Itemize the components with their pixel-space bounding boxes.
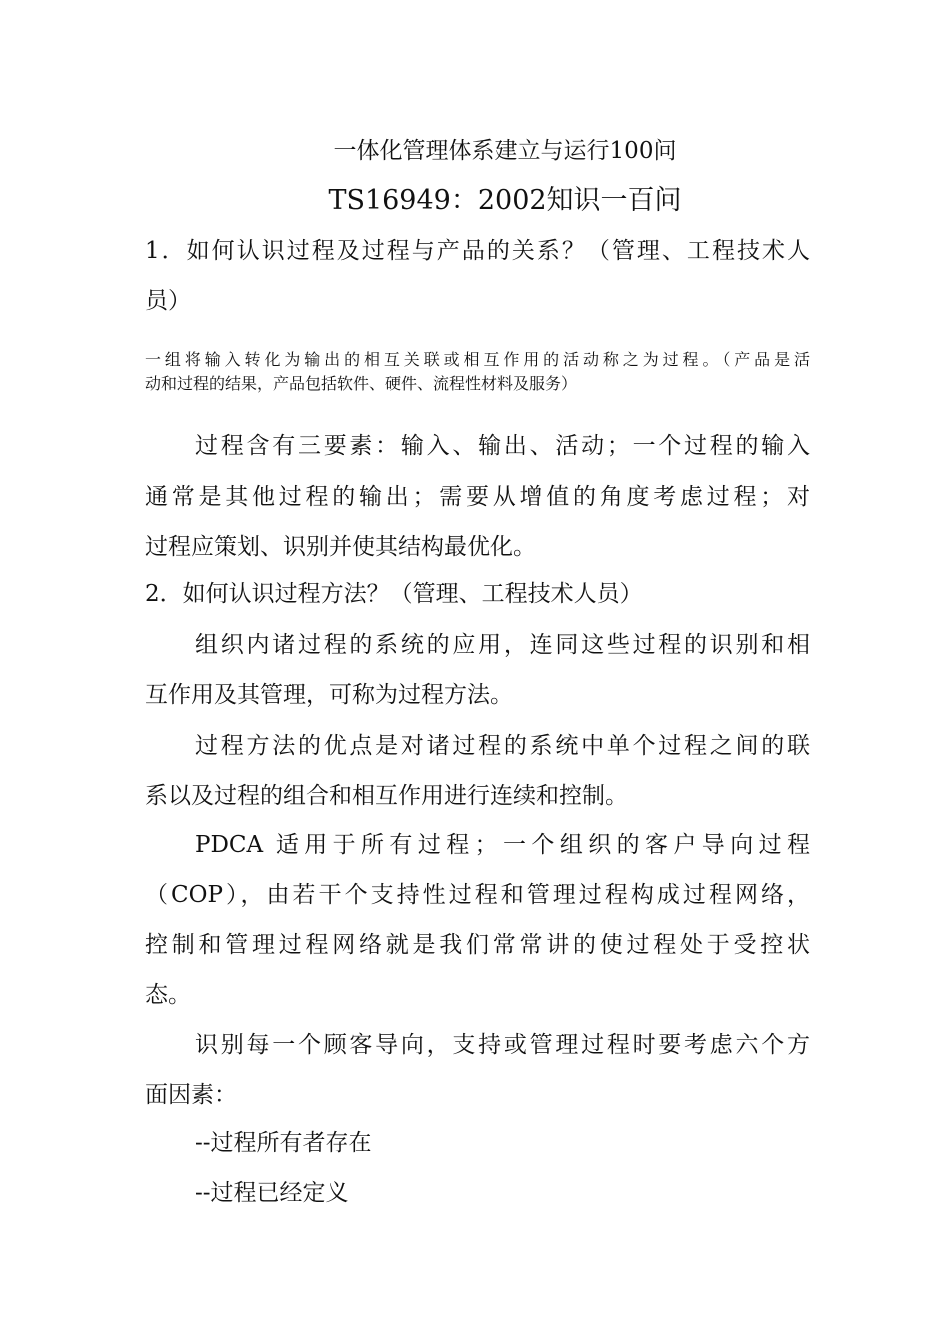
definition-line-2: 动和过程的结果，产品包括软件、硬件、流程性材料及服务）: [145, 374, 578, 393]
paragraph-line: 互作用及其管理，可称为过程方法。: [145, 682, 513, 708]
paragraph-line: 过程应策划、识别并使其结构最优化。: [145, 534, 536, 560]
paragraph-line: 控制和管理过程网络就是我们常常讲的使过程处于受控状: [145, 932, 810, 958]
paragraph-line: 过程含有三要素：输入、输出、活动；一个过程的输入: [195, 433, 810, 459]
question-1-line-2: 员）: [145, 288, 191, 314]
paragraph-line: 组织内诸过程的系统的应用，连同这些过程的识别和相: [195, 632, 810, 658]
document-subtitle: TS16949：2002知识一百问: [328, 185, 682, 216]
document-title: 一体化管理体系建立与运行100问: [333, 138, 677, 164]
paragraph-line: （COP），由若干个支持性过程和管理过程构成过程网络，: [145, 882, 810, 908]
question-1-line-1: 1．如何认识过程及过程与产品的关系？（管理、工程技术人: [145, 238, 810, 264]
paragraph-line: 过程方法的优点是对诸过程的系统中单个过程之间的联: [195, 733, 810, 759]
list-item: --过程所有者存在: [195, 1130, 372, 1156]
paragraph-line: 通常是其他过程的输出；需要从增值的角度考虑过程；对: [145, 484, 810, 510]
paragraph-line: 态。: [145, 982, 191, 1008]
paragraph-line: 系以及过程的组合和相互作用进行连续和控制。: [145, 783, 628, 809]
question-2-line: 2．如何认识过程方法？（管理、工程技术人员）: [145, 581, 643, 607]
paragraph-line: 识别每一个顾客导向，支持或管理过程时要考虑六个方: [195, 1032, 810, 1058]
paragraph-line: 面因素：: [145, 1082, 237, 1108]
definition-line-1: 一组将输入转化为输出的相互关联或相互作用的活动称之为过程。（产品是活: [145, 350, 810, 369]
list-item: --过程已经定义: [195, 1180, 349, 1206]
paragraph-line: PDCA 适用于所有过程；一个组织的客户导向过程: [195, 832, 810, 858]
